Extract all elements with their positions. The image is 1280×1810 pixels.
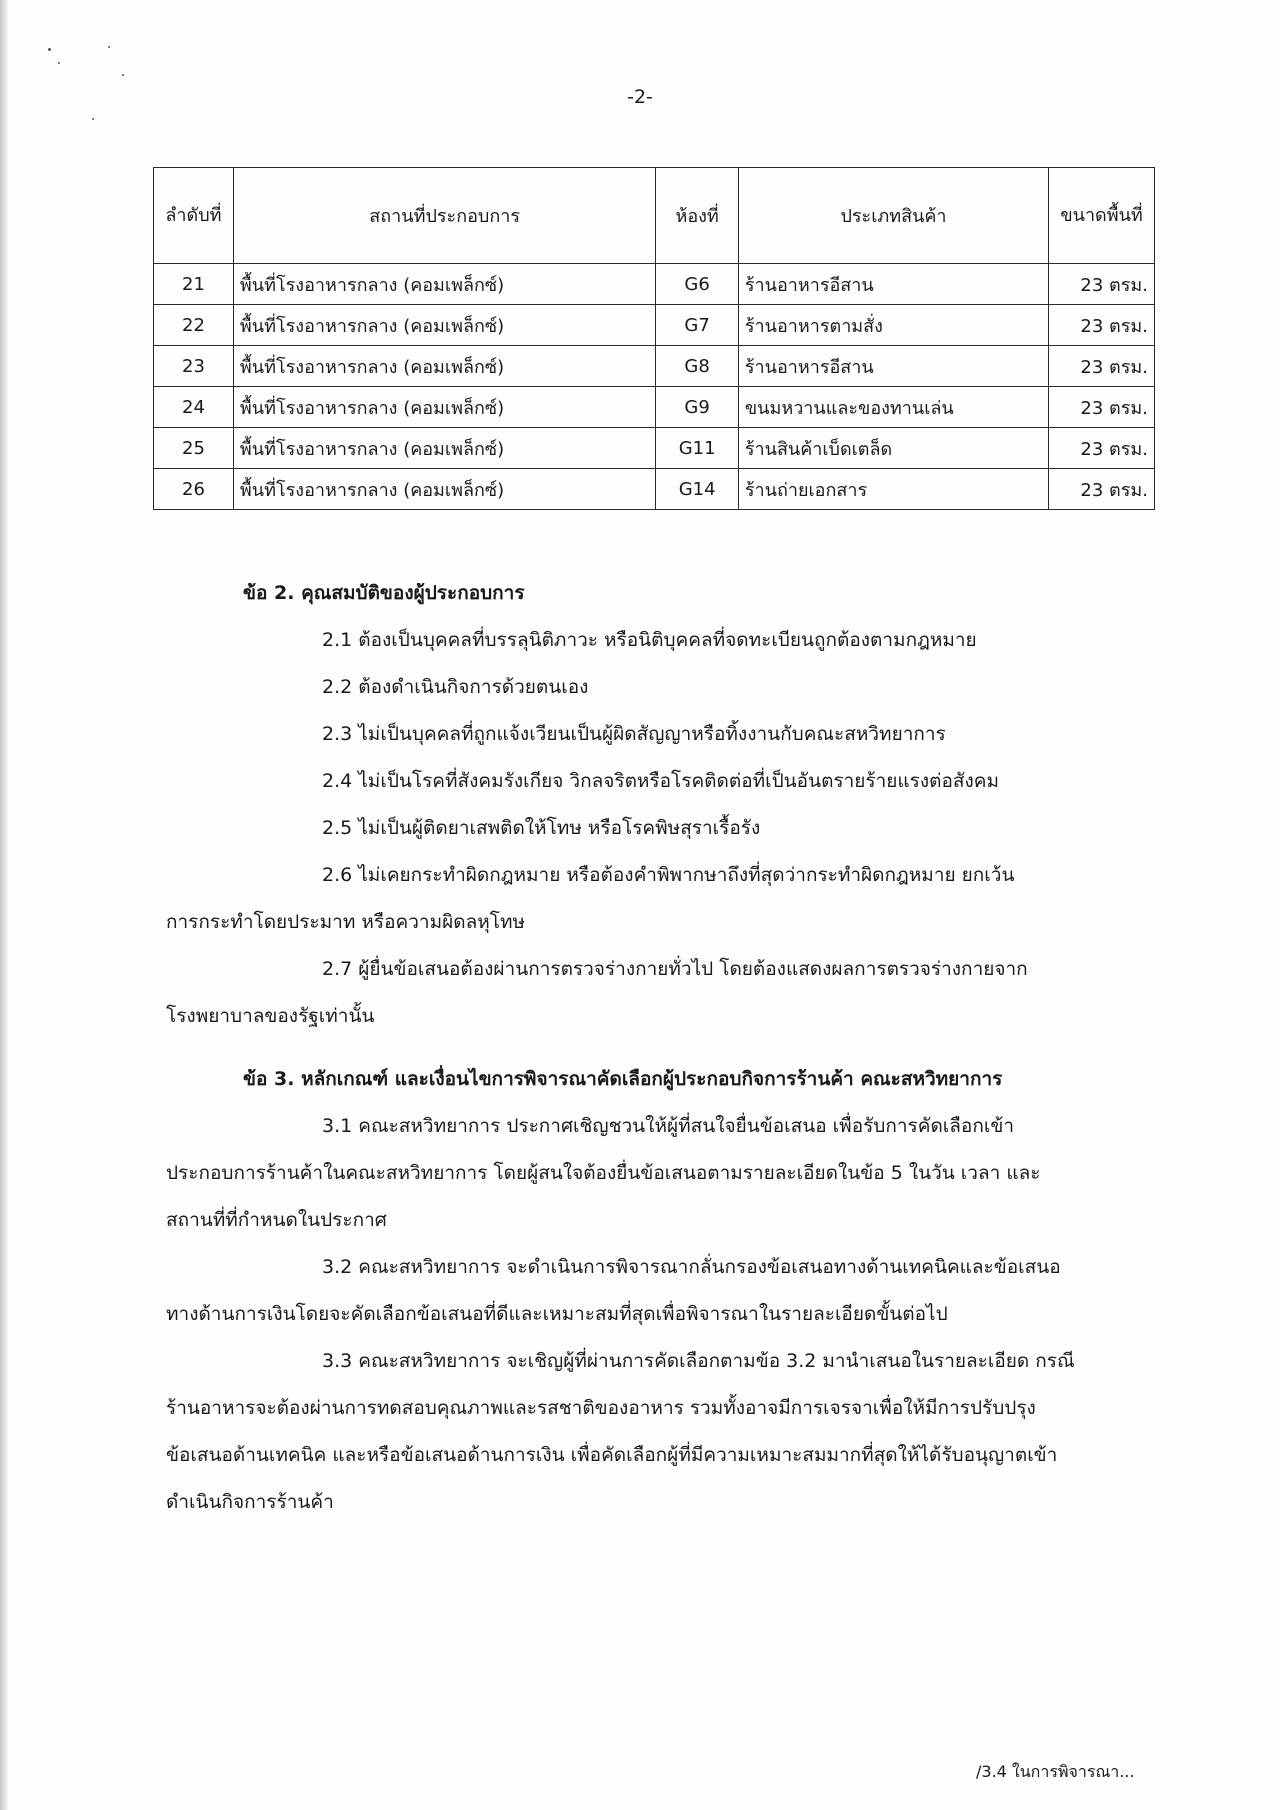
cell-place: พื้นที่โรงอาหารกลาง (คอมเพล็กซ์) [233,264,655,305]
header-place: สถานที่ประกอบการ [233,168,655,264]
table-row [154,428,1155,469]
scan-speck [48,48,51,51]
section-3-paragraph-line: 3.3 คณะสหวิทยาการ จะเชิญผู้ที่ผ่านการคัดเลือกตามข้อ 3.2 มานำเสนอในรายละเอียด กรณี [322,1350,1075,1372]
cell-no: 21 [154,264,234,305]
section-2-item: 2.5 ไม่เป็นผู้ติดยาเสพติดให้โทษ หรือโรคพิษสุราเรื้อรัง [322,817,761,839]
cell-place: พื้นที่โรงอาหารกลาง (คอมเพล็กซ์) [233,346,655,387]
cell-room: G11 [656,428,738,469]
cell-place: พื้นที่โรงอาหารกลาง (คอมเพล็กซ์) [233,387,655,428]
cell-room: G8 [656,346,738,387]
section-3-paragraph-line: 3.1 คณะสหวิทยาการ ประกาศเชิญชวนให้ผู้ที่สนใจยื่นข้อเสนอ เพื่อรับการคัดเลือกเข้า [322,1115,1014,1137]
cell-no: 22 [154,305,234,346]
table-header-row [154,168,1155,264]
section-2-heading: ข้อ 2. คุณสมบัติของผู้ประกอบการ [243,582,525,604]
section-3-heading: ข้อ 3. หลักเกณฑ์ และเงื่อนไขการพิจารณาคัดเลือกผู้ประกอบกิจการร้านค้า คณะสหวิทยาการ [243,1068,1003,1090]
scan-speck [108,46,110,48]
section-2-item: 2.3 ไม่เป็นบุคคลที่ถูกแจ้งเวียนเป็นผู้ผิดสัญญาหรือทิ้งงานกับคณะสหวิทยาการ [322,723,946,745]
cell-room: G9 [656,387,738,428]
section-2-item: 2.4 ไม่เป็นโรคที่สังคมรังเกียจ วิกลจริตหรือโรคติดต่อที่เป็นอันตรายร้ายแรงต่อสังคม [322,770,1000,792]
table-row [154,469,1155,510]
cell-place: พื้นที่โรงอาหารกลาง (คอมเพล็กซ์) [233,428,655,469]
cell-place: พื้นที่โรงอาหารกลาง (คอมเพล็กซ์) [233,305,655,346]
cell-type: ร้านอาหารอีสาน [738,264,1048,305]
cell-size: 23 ตรม. [1049,469,1155,510]
cell-no: 25 [154,428,234,469]
page-number: -2- [627,86,653,108]
section-3-paragraph-line: ประกอบการร้านค้าในคณะสหวิทยาการ โดยผู้สนใจต้องยื่นข้อเสนอตามรายละเอียดในข้อ 5 ในวัน เวลา และ [166,1162,1041,1184]
table-row [154,264,1155,305]
scan-speck [58,62,60,64]
header-size: ขนาดพื้นที่ [1049,168,1155,264]
cell-room: G14 [656,469,738,510]
cell-size: 23 ตรม. [1049,387,1155,428]
table-row [154,346,1155,387]
cell-no: 24 [154,387,234,428]
section-3-paragraph-line: ร้านอาหารจะต้องผ่านการทดสอบคุณภาพและรสชาติของอาหาร รวมทั้งอาจมีการเจรจาเพื่อให้มีการปรับปรุง [166,1397,1036,1419]
cell-room: G6 [656,264,738,305]
section-3-paragraph-line: ดำเนินกิจการร้านค้า [166,1491,334,1513]
table-row [154,387,1155,428]
section-3-paragraph-line: สถานที่ที่กำหนดในประกาศ [166,1209,387,1231]
section-2-item-line: 2.6 ไม่เคยกระทำผิดกฎหมาย หรือต้องคำพิพากษาถึงที่สุดว่ากระทำผิดกฎหมาย ยกเว้น [322,864,1015,886]
cell-room: G7 [656,305,738,346]
cell-type: ร้านอาหารตามสั่ง [738,305,1048,346]
cell-size: 23 ตรม. [1049,346,1155,387]
section-2-item: 2.1 ต้องเป็นบุคคลที่บรรลุนิติภาวะ หรือนิติบุคคลที่จดทะเบียนถูกต้องตามกฎหมาย [322,629,977,651]
section-3-paragraph-line: 3.2 คณะสหวิทยาการ จะดำเนินการพิจารณากลั่นกรองข้อเสนอทางด้านเทคนิคและข้อเสนอ [322,1256,1061,1278]
section-2-item-line: โรงพยาบาลของรัฐเท่านั้น [166,1005,375,1027]
section-2-item-line: การกระทำโดยประมาท หรือความผิดลหุโทษ [166,911,525,933]
header-type: ประเภทสินค้า [738,168,1048,264]
cell-type: ร้านสินค้าเบ็ดเตล็ด [738,428,1048,469]
section-2-item: 2.2 ต้องดำเนินกิจการด้วยตนเอง [322,676,589,698]
cell-size: 23 ตรม. [1049,428,1155,469]
cell-size: 23 ตรม. [1049,305,1155,346]
continuation-note: /3.4 ในการพิจารณา... [976,1762,1135,1781]
section-2-item-line: 2.7 ผู้ยื่นข้อเสนอต้องผ่านการตรวจร่างกายทั่วไป โดยต้องแสดงผลการตรวจร่างกายจาก [322,958,1028,980]
shop-table [153,167,1155,510]
cell-type: ขนมหวานและของทานเล่น [738,387,1048,428]
scan-speck [92,118,94,120]
section-3-paragraph-line: ทางด้านการเงินโดยจะคัดเลือกข้อเสนอที่ดีและเหมาะสมที่สุดเพื่อพิจารณาในรายละเอียดขั้นต่อไป [166,1303,948,1325]
scan-edge [0,0,8,1810]
cell-place: พื้นที่โรงอาหารกลาง (คอมเพล็กซ์) [233,469,655,510]
header-no: ลำดับที่ [154,168,234,264]
scan-speck [122,74,124,76]
header-room: ห้องที่ [656,168,738,264]
cell-size: 23 ตรม. [1049,264,1155,305]
cell-type: ร้านถ่ายเอกสาร [738,469,1048,510]
table-row [154,305,1155,346]
cell-no: 26 [154,469,234,510]
cell-no: 23 [154,346,234,387]
cell-type: ร้านอาหารอีสาน [738,346,1048,387]
section-3-paragraph-line: ข้อเสนอด้านเทคนิค และหรือข้อเสนอด้านการเงิน เพื่อคัดเลือกผู้ที่มีความเหมาะสมมากที่สุดให้ได้รับอนุญาตเข้า [166,1444,1058,1466]
